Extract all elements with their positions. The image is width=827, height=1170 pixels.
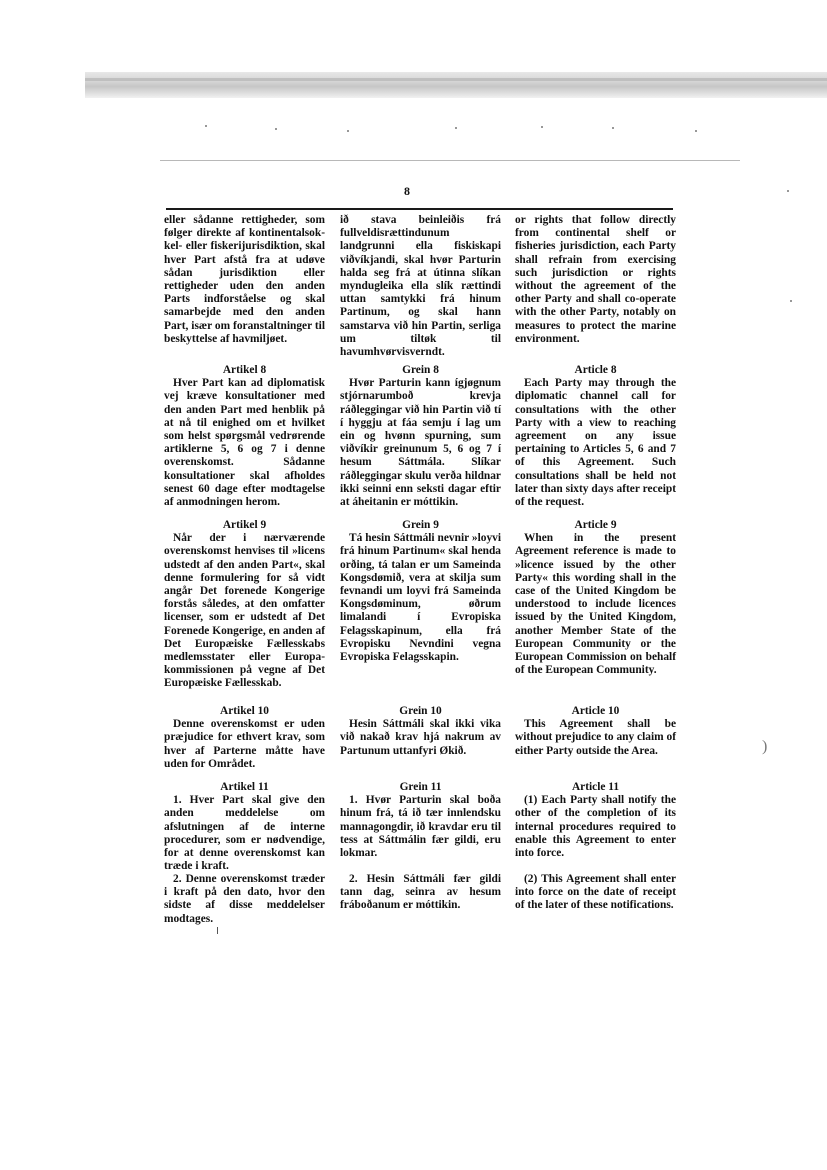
article-text: (1) Each Party shall notify the other of the completion of its internal procedures required to enable this Agreement to enter into force. <box>515 794 676 860</box>
article-heading: Artikel 8 <box>222 364 267 376</box>
paragraph-text: or rights that follow directly from continental shelf or fisheries jurisdiction, each Party shall refrain from exercising such jurisdiction or rights without the agreement of the other Party and shall co-operate with the other Party, notably on measures to protect the marine environment. <box>515 214 676 345</box>
article-text: 1. Hvør Parturin skal boða hinum frá, tá ið tær innlendsku mannagongdir, ið kravdar eru til tess at Sáttmálin fær gildi, eru lokmar. <box>340 794 501 860</box>
article-text: This Agreement shall be without prejudice to any claim of either Party outside the Area. <box>515 718 676 757</box>
scan-speck <box>790 300 792 302</box>
article-text: Hvør Parturin kann ígjøgnum stjórnarumboð krevja ráðleggingar við hin Partin við tí í hyggju at fáa semju í lag um ein og hvønn spurning, sum viðvíkir greinunum 5, 6 og 7 í hesum Sáttmála. Slíkar ráðleggingar skulu verða hildnar ikki seinni enn seksti dagar eftir at áheitanin er móttikin. <box>340 377 501 509</box>
paragraph-text: 2. Denne overenskomst træder i kraft på den dato, hvor den sidste af disse meddelelser modtages. <box>164 873 325 925</box>
paragraph-text: 2. Hesin Sáttmáli fær gildi tann dag, seinra av hesum fráboðanum er móttikin. <box>340 873 501 912</box>
paragraph-block <box>164 214 325 346</box>
scan-speck <box>787 190 789 192</box>
article-text: Tá hesin Sáttmáli nevnir »loyvi frá hinum Partinum« skal henda orðing, tá talan er um Sameinda Kongsdømið, vera at skilja sum fevnandi um loyvi frá Sameinda Kongsdøminum, øðrum limalandi í Evropiska Felagsskapinum, ella frá Evropisku Nevndini vegna Evropiska Felagsskapin. <box>340 532 501 664</box>
article-text: Når der i nærværende overenskomst henvises til »licens udstedt af den anden Part«, skal denne formulering for så vidt angår Det forenede Kongerige forstås således, at den omfatter licenser, som er udstedt af Det Forenede Kongerige, en anden af Det Europæiske Fællesskabs medlemsstater eller Europa-kommissionen på vegne af Det Europæiske Fællesskab. <box>164 532 325 690</box>
article-text: 1. Hver Part skal give den anden meddelelse om afslutningen af de interne procedurer, som er nødvendige, for at denne overenskomst kan træde i kraft. <box>164 794 325 873</box>
article-text: Denne overenskomst er uden præjudice for ethvert krav, som hver af Parterne måtte have uden for Området. <box>164 718 325 770</box>
scan-speck <box>275 128 277 130</box>
article-heading: Article 10 <box>571 705 620 717</box>
article-block <box>164 781 325 873</box>
article-heading: Article 8 <box>574 364 617 376</box>
article-block <box>340 781 501 860</box>
article-text: Hver Part kan ad diplomatisk vej kræve konsultationer med den anden Part med henblik på at nå til enighed om et hvilket som helst spørgsmål vedrørende artiklerne 5, 6 og 7 i denne overenskomst. Sådanne konsultationer skal afholdes senest 60 dage efter modtagelse af anmodningen herom. <box>164 377 325 509</box>
article-heading: Grein 9 <box>402 519 439 531</box>
article-block <box>515 519 676 677</box>
paragraph-block <box>340 214 501 359</box>
scan-speck <box>455 127 457 129</box>
article-block <box>164 705 325 771</box>
scan-speck <box>347 130 349 132</box>
article-heading: Grein 8 <box>402 364 439 376</box>
scan-speck <box>695 130 697 132</box>
article-block <box>340 364 501 509</box>
article-block <box>340 705 501 758</box>
article-heading: Article 9 <box>574 519 617 531</box>
article-heading: Grein 10 <box>399 705 442 717</box>
article-heading: Artikel 10 <box>219 705 270 717</box>
article-block <box>515 781 676 860</box>
article-block <box>164 519 325 691</box>
scan-faint-rule <box>160 160 740 161</box>
paragraph-text: ið stava beinleiðis frá fullveldisrættindunum landgrunni ella fiskiskapi viðvíkjandi, skal hvør Parturin halda seg frá at útinna slíkan myndugleika ella slík rættindi uttan samtykki frá hinum Partinum, og skal hann samstarva við hin Partin, serliga um tiltøk til havumhvørvisverndt. <box>340 214 501 359</box>
article-block <box>515 364 676 509</box>
scan-speck <box>612 127 614 129</box>
paragraph-text: eller sådanne rettigheder, som følger direkte af kontinentalsok-kel- eller fiskerijurisdiktion, skal hver Part afstå fra at udøve sådan jurisdiktion eller rettigheder uden den anden Parts indforståelse og skal samarbejde med den anden Part, især om foranstaltninger til beskyttelse af havmiljøet. <box>164 214 325 345</box>
article-block <box>164 364 325 509</box>
article-text: When in the present Agreement reference is made to »licence issued by the other Party« this wording shall in the case of the United Kingdom be understood to include licences issued by the United Kingdom, another Member State of the European Community or the European Commission on behalf of the European Community. <box>515 532 676 677</box>
article-text: Each Party may through the diplomatic channel call for consultations with the other Party with a view to reaching agreement on any issue pertaining to Articles 5, 6 and 7 of this Agreement. Such consultations shall be held not later than sixty days after receipt of the request. <box>515 377 676 509</box>
article-heading: Artikel 9 <box>222 519 267 531</box>
article-heading: Grein 11 <box>399 781 442 793</box>
page-number: 8 <box>404 184 410 198</box>
paragraph-block <box>164 873 325 926</box>
paragraph-text: (2) This Agreement shall enter into force on the date of receipt of the later of these notifications. <box>515 873 676 912</box>
article-block <box>340 519 501 664</box>
scan-mark <box>217 927 218 934</box>
article-block <box>515 705 676 758</box>
scan-speck <box>541 126 543 128</box>
article-heading: Article 11 <box>571 781 620 793</box>
article-heading: Artikel 11 <box>220 781 269 793</box>
paragraph-block <box>515 214 676 346</box>
header-rule <box>166 208 673 210</box>
scan-artifact-band <box>85 72 827 98</box>
scan-speck <box>205 125 207 127</box>
paragraph-block <box>515 873 676 913</box>
scan-margin-mark: ) <box>762 738 768 755</box>
paragraph-block <box>340 873 501 913</box>
article-text: Hesin Sáttmáli skal ikki vika við nakað krav hjá nakrum av Partunum uttanfyri Økið. <box>340 718 501 757</box>
